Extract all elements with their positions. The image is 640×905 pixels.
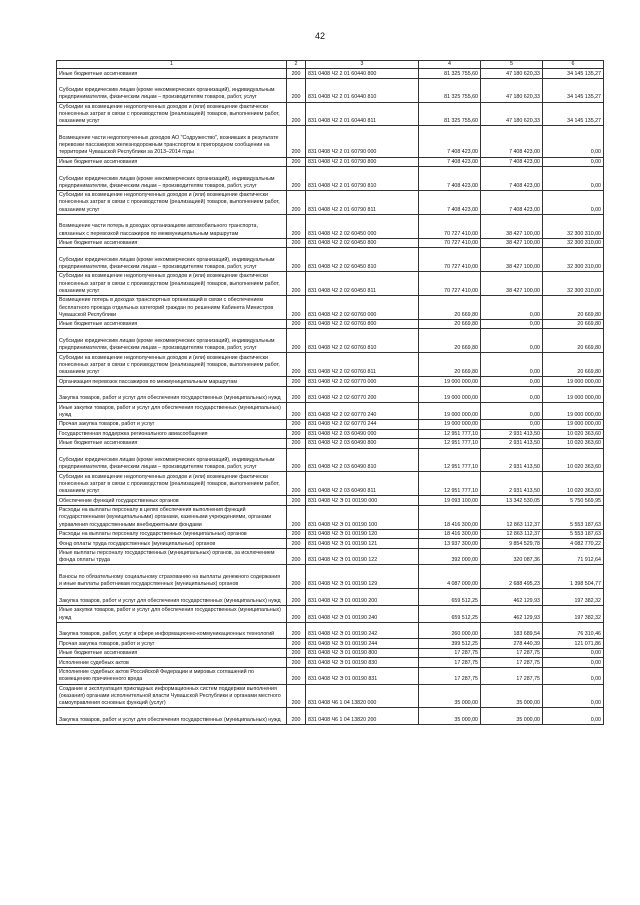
admin-code-cell: 200 — [287, 78, 306, 102]
admin-code-cell: 200 — [287, 386, 306, 403]
classification-code-cell: 831 0408 Ч2 Э 01 00190 244 — [306, 639, 419, 649]
expense-name-cell: Иные бюджетные ассигнования — [57, 69, 287, 79]
table-row — [57, 167, 604, 191]
classification-code-cell: 831 0408 Ч2 Э 01 00190 100 — [306, 505, 419, 529]
expense-name-cell: Субсидии юридическим лицам (кроме некоммерческих организаций), индивидуальным предпринимателям, физическим лицам – производителям товаров, работ, услуг — [57, 448, 287, 472]
approved-amount-cell: 659 512,25 — [419, 606, 481, 623]
classification-code-cell: 831 0408 Ч2 Э 01 00190 200 — [306, 589, 419, 606]
admin-code-cell: 200 — [287, 589, 306, 606]
remaining-amount-cell: 19 000 000,00 — [543, 386, 604, 403]
admin-code-cell: 200 — [287, 69, 306, 79]
table-row — [57, 78, 604, 102]
remaining-amount-cell: 0,00 — [543, 708, 604, 725]
table-row — [57, 386, 604, 403]
approved-amount-cell: 7 408 423,00 — [419, 126, 481, 157]
executed-amount-cell: 183 689,54 — [481, 622, 543, 639]
classification-code-cell: 831 0408 Ч2 Э 01 00190 800 — [306, 648, 419, 658]
remaining-amount-cell: 0,00 — [543, 167, 604, 191]
executed-amount-cell: 0,00 — [481, 319, 543, 329]
table-row — [57, 248, 604, 272]
approved-amount-cell: 70 727 410,00 — [419, 248, 481, 272]
executed-amount-cell: 38 427 100,00 — [481, 238, 543, 248]
classification-code-cell: 831 0408 Ч2 2 02 60450 800 — [306, 238, 419, 248]
executed-amount-cell: 47 180 620,33 — [481, 69, 543, 79]
table-row — [57, 448, 604, 472]
remaining-amount-cell: 197 382,32 — [543, 589, 604, 606]
table-row — [57, 157, 604, 167]
expense-name-cell: Иные закупки товаров, работ и услуг для обеспечения государственных (муниципальных) нужд — [57, 403, 287, 420]
remaining-amount-cell: 10 020 363,60 — [543, 448, 604, 472]
remaining-amount-cell: 0,00 — [543, 190, 604, 214]
admin-code-cell: 200 — [287, 377, 306, 387]
remaining-amount-cell: 10 020 363,60 — [543, 472, 604, 496]
table-row — [57, 472, 604, 496]
approved-amount-cell: 659 512,25 — [419, 589, 481, 606]
classification-code-cell: 831 0408 Ч2 2 02 60760 811 — [306, 353, 419, 377]
approved-amount-cell: 7 408 423,00 — [419, 157, 481, 167]
executed-amount-cell: 12 863 112,37 — [481, 505, 543, 529]
remaining-amount-cell: 34 145 135,27 — [543, 102, 604, 126]
approved-amount-cell: 19 093 100,00 — [419, 496, 481, 506]
approved-amount-cell: 81 325 755,60 — [419, 102, 481, 126]
classification-code-cell: 831 0408 Ч6 1 04 13820 000 — [306, 684, 419, 708]
expense-name-cell: Расходы на выплаты персоналу в целях обеспечения выполнения функций государственными (муниципальными) органами, казенными учреждениями, органами управления государственными внебюджетными фондами — [57, 505, 287, 529]
admin-code-cell: 200 — [287, 496, 306, 506]
approved-amount-cell: 12 951 777,10 — [419, 472, 481, 496]
expense-name-cell: Исполнение судебных актов — [57, 658, 287, 668]
remaining-amount-cell: 5 553 187,63 — [543, 529, 604, 539]
executed-amount-cell: 38 427 100,00 — [481, 214, 543, 238]
remaining-amount-cell: 1 398 504,77 — [543, 565, 604, 589]
executed-amount-cell: 7 408 423,00 — [481, 167, 543, 191]
remaining-amount-cell: 19 000 000,00 — [543, 403, 604, 420]
classification-code-cell: 831 0408 Ч2 2 01 60440 800 — [306, 69, 419, 79]
expense-name-cell: Иные закупки товаров, работ и услуг для обеспечения государственных (муниципальных) нужд — [57, 606, 287, 623]
table-row — [57, 565, 604, 589]
approved-amount-cell: 20 669,80 — [419, 353, 481, 377]
admin-code-cell: 200 — [287, 272, 306, 296]
table-row — [57, 353, 604, 377]
expense-name-cell: Субсидии на возмещение недополученных доходов и (или) возмещение фактически понесенных затрат в связи с производством (реализацией) товаров, выполнением работ, оказанием услуг — [57, 472, 287, 496]
expense-name-cell: Иные бюджетные ассигнования — [57, 238, 287, 248]
remaining-amount-cell: 5 750 569,95 — [543, 496, 604, 506]
executed-amount-cell: 0,00 — [481, 353, 543, 377]
expense-name-cell: Фонд оплаты труда государственных (муниципальных) органов — [57, 539, 287, 549]
classification-code-cell: 831 0408 Ч2 Э 01 00190 242 — [306, 622, 419, 639]
admin-code-cell: 200 — [287, 708, 306, 725]
table-row — [57, 190, 604, 214]
admin-code-cell: 200 — [287, 667, 306, 684]
admin-code-cell: 200 — [287, 565, 306, 589]
classification-code-cell: 831 0408 Ч2 2 02 60450 000 — [306, 214, 419, 238]
expense-name-cell: Субсидии на возмещение недополученных доходов и (или) возмещение фактически понесенных затрат в связи с производством (реализацией) товаров, выполнением работ, оказанием услуг — [57, 190, 287, 214]
remaining-amount-cell: 34 145 135,27 — [543, 69, 604, 79]
header-cell: 6 — [543, 61, 604, 69]
table-row — [57, 658, 604, 668]
executed-amount-cell: 35 000,00 — [481, 708, 543, 725]
classification-code-cell: 831 0408 Ч6 1 04 13820 200 — [306, 708, 419, 725]
admin-code-cell: 200 — [287, 439, 306, 449]
approved-amount-cell: 392 000,00 — [419, 548, 481, 565]
admin-code-cell: 200 — [287, 403, 306, 420]
remaining-amount-cell: 32 300 310,00 — [543, 238, 604, 248]
remaining-amount-cell: 20 669,80 — [543, 329, 604, 353]
header-cell: 2 — [287, 61, 306, 69]
table-row — [57, 429, 604, 439]
remaining-amount-cell: 10 020 363,60 — [543, 429, 604, 439]
approved-amount-cell: 20 669,80 — [419, 319, 481, 329]
table-row — [57, 69, 604, 79]
executed-amount-cell: 2 931 413,50 — [481, 439, 543, 449]
approved-amount-cell: 70 727 410,00 — [419, 214, 481, 238]
remaining-amount-cell: 5 553 187,63 — [543, 505, 604, 529]
table-row — [57, 529, 604, 539]
executed-amount-cell: 2 931 413,50 — [481, 472, 543, 496]
admin-code-cell: 200 — [287, 157, 306, 167]
executed-amount-cell: 0,00 — [481, 377, 543, 387]
expense-name-cell: Закупка товаров, работ и услуг для обеспечения государственных (муниципальных) нужд — [57, 589, 287, 606]
table-row — [57, 319, 604, 329]
expense-name-cell: Субсидии юридическим лицам (кроме некоммерческих организаций), индивидуальным предпринимателям, физическим лицам – производителям товаров, работ, услуг — [57, 329, 287, 353]
classification-code-cell: 831 0408 Ч2 2 02 60760 810 — [306, 329, 419, 353]
approved-amount-cell: 17 287,75 — [419, 667, 481, 684]
remaining-amount-cell: 121 071,86 — [543, 639, 604, 649]
classification-code-cell: 831 0408 Ч2 2 02 60770 244 — [306, 420, 419, 430]
remaining-amount-cell: 20 669,80 — [543, 296, 604, 320]
table-row — [57, 606, 604, 623]
remaining-amount-cell: 34 145 135,27 — [543, 78, 604, 102]
classification-code-cell: 831 0408 Ч2 2 02 60760 000 — [306, 296, 419, 320]
classification-code-cell: 831 0408 Ч2 2 03 60490 811 — [306, 472, 419, 496]
executed-amount-cell: 0,00 — [481, 296, 543, 320]
expense-name-cell: Расходы на выплаты персоналу государственных (муниципальных) органов — [57, 529, 287, 539]
approved-amount-cell: 81 325 755,60 — [419, 69, 481, 79]
table-row — [57, 667, 604, 684]
approved-amount-cell: 20 669,80 — [419, 296, 481, 320]
remaining-amount-cell: 71 912,64 — [543, 548, 604, 565]
executed-amount-cell: 2 688 495,23 — [481, 565, 543, 589]
classification-code-cell: 831 0408 Ч2 2 01 60440 810 — [306, 78, 419, 102]
expense-name-cell: Организация перевозок пассажиров по межмуниципальным маршрутам — [57, 377, 287, 387]
remaining-amount-cell: 76 310,46 — [543, 622, 604, 639]
admin-code-cell: 200 — [287, 167, 306, 191]
remaining-amount-cell: 0,00 — [543, 157, 604, 167]
expense-name-cell: Иные бюджетные ассигнования — [57, 319, 287, 329]
executed-amount-cell: 0,00 — [481, 403, 543, 420]
approved-amount-cell: 13 937 300,00 — [419, 539, 481, 549]
admin-code-cell: 200 — [287, 329, 306, 353]
expense-name-cell: Закупка товаров, работ и услуг для обеспечения государственных (муниципальных) нужд — [57, 708, 287, 725]
admin-code-cell: 200 — [287, 658, 306, 668]
remaining-amount-cell: 0,00 — [543, 658, 604, 668]
table-row — [57, 214, 604, 238]
admin-code-cell: 200 — [287, 214, 306, 238]
table-row — [57, 684, 604, 708]
classification-code-cell: 831 0408 Ч2 Э 01 00190 831 — [306, 667, 419, 684]
table-row — [57, 548, 604, 565]
table-row — [57, 639, 604, 649]
admin-code-cell: 200 — [287, 429, 306, 439]
executed-amount-cell: 0,00 — [481, 386, 543, 403]
approved-amount-cell: 17 287,75 — [419, 648, 481, 658]
executed-amount-cell: 17 287,75 — [481, 667, 543, 684]
table-row — [57, 238, 604, 248]
admin-code-cell: 200 — [287, 472, 306, 496]
executed-amount-cell: 12 863 112,37 — [481, 529, 543, 539]
executed-amount-cell: 320 087,36 — [481, 548, 543, 565]
classification-code-cell: 831 0408 Ч2 2 01 60790 800 — [306, 157, 419, 167]
table-row — [57, 539, 604, 549]
approved-amount-cell: 19 000 000,00 — [419, 386, 481, 403]
remaining-amount-cell: 20 669,80 — [543, 353, 604, 377]
approved-amount-cell: 35 000,00 — [419, 684, 481, 708]
approved-amount-cell: 399 512,25 — [419, 639, 481, 649]
approved-amount-cell: 70 727 410,00 — [419, 272, 481, 296]
table-row — [57, 329, 604, 353]
table-row — [57, 708, 604, 725]
approved-amount-cell: 12 951 777,10 — [419, 448, 481, 472]
classification-code-cell: 831 0408 Ч2 Э 01 00190 240 — [306, 606, 419, 623]
header-cell: 1 — [57, 61, 287, 69]
remaining-amount-cell: 0,00 — [543, 126, 604, 157]
expense-name-cell: Закупка товаров, работ, услуг в сфере информационно-коммуникационных технологий — [57, 622, 287, 639]
executed-amount-cell: 278 440,39 — [481, 639, 543, 649]
admin-code-cell: 200 — [287, 639, 306, 649]
expense-name-cell: Возмещение части недополученных доходов АО "Содружество", возникших в результате перевозки пассажиров железнодорожным транспортом в пригородном сообщении на территории Чувашской Республики за 2013–2014 годы — [57, 126, 287, 157]
expense-name-cell: Прочая закупка товаров, работ и услуг — [57, 420, 287, 430]
classification-code-cell: 831 0408 Ч2 2 02 60450 811 — [306, 272, 419, 296]
table-header-row — [57, 61, 604, 69]
executed-amount-cell: 9 854 529,78 — [481, 539, 543, 549]
expense-name-cell: Иные бюджетные ассигнования — [57, 157, 287, 167]
table-row — [57, 377, 604, 387]
expense-name-cell: Исполнение судебных актов Российской Федерации и мировых соглашений по возмещению причиненного вреда — [57, 667, 287, 684]
approved-amount-cell: 19 000 000,00 — [419, 420, 481, 430]
admin-code-cell: 200 — [287, 529, 306, 539]
classification-code-cell: 831 0408 Ч2 2 03 60490 000 — [306, 429, 419, 439]
table-row — [57, 272, 604, 296]
remaining-amount-cell: 19 000 000,00 — [543, 377, 604, 387]
expense-name-cell: Иные бюджетные ассигнования — [57, 439, 287, 449]
admin-code-cell: 200 — [287, 420, 306, 430]
admin-code-cell: 200 — [287, 238, 306, 248]
admin-code-cell: 200 — [287, 190, 306, 214]
remaining-amount-cell: 19 000 000,00 — [543, 420, 604, 430]
admin-code-cell: 200 — [287, 319, 306, 329]
table-row — [57, 439, 604, 449]
remaining-amount-cell: 32 300 310,00 — [543, 248, 604, 272]
executed-amount-cell: 0,00 — [481, 329, 543, 353]
table-row — [57, 403, 604, 420]
expense-name-cell: Возмещение потерь в доходах транспортных организаций в связи с обеспечением бесплатного проезда отдельных категорий граждан по решениям Кабинета Министров Чувашской Республики — [57, 296, 287, 320]
executed-amount-cell: 47 180 620,33 — [481, 78, 543, 102]
executed-amount-cell: 0,00 — [481, 420, 543, 430]
classification-code-cell: 831 0408 Ч2 2 03 60490 800 — [306, 439, 419, 449]
executed-amount-cell: 7 408 423,00 — [481, 190, 543, 214]
classification-code-cell: 831 0408 Ч2 2 03 60490 810 — [306, 448, 419, 472]
approved-amount-cell: 70 727 410,00 — [419, 238, 481, 248]
approved-amount-cell: 20 669,80 — [419, 329, 481, 353]
classification-code-cell: 831 0408 Ч2 2 01 60440 811 — [306, 102, 419, 126]
classification-code-cell: 831 0408 Ч2 2 02 60770 200 — [306, 386, 419, 403]
remaining-amount-cell: 197 382,32 — [543, 606, 604, 623]
executed-amount-cell: 462 129,93 — [481, 589, 543, 606]
header-cell: 5 — [481, 61, 543, 69]
executed-amount-cell: 462 129,93 — [481, 606, 543, 623]
classification-code-cell: 831 0408 Ч2 2 02 60770 240 — [306, 403, 419, 420]
admin-code-cell: 200 — [287, 448, 306, 472]
executed-amount-cell: 17 287,75 — [481, 648, 543, 658]
table-row — [57, 420, 604, 430]
approved-amount-cell: 18 416 300,00 — [419, 529, 481, 539]
table-row — [57, 589, 604, 606]
classification-code-cell: 831 0408 Ч2 Э 01 00190 830 — [306, 658, 419, 668]
executed-amount-cell: 2 931 413,50 — [481, 429, 543, 439]
approved-amount-cell: 12 951 777,10 — [419, 439, 481, 449]
classification-code-cell: 831 0408 Ч2 Э 01 00190 122 — [306, 548, 419, 565]
approved-amount-cell: 18 416 300,00 — [419, 505, 481, 529]
expense-name-cell: Субсидии на возмещение недополученных доходов и (или) возмещение фактически понесенных затрат в связи с производством (реализацией) товаров, выполнением работ, оказанием услуг — [57, 272, 287, 296]
approved-amount-cell: 7 408 423,00 — [419, 190, 481, 214]
admin-code-cell: 200 — [287, 622, 306, 639]
table-row — [57, 648, 604, 658]
expense-name-cell: Взносы по обязательному социальному страхованию на выплаты денежного содержания и иные выплаты работникам государственных (муниципальных) органов — [57, 565, 287, 589]
expense-name-cell: Субсидии юридическим лицам (кроме некоммерческих организаций), индивидуальным предпринимателям, физическим лицам – производителям товаров, работ, услуг — [57, 167, 287, 191]
executed-amount-cell: 13 342 530,05 — [481, 496, 543, 506]
classification-code-cell: 831 0408 Ч2 Э 01 00190 000 — [306, 496, 419, 506]
executed-amount-cell: 7 408 423,00 — [481, 157, 543, 167]
admin-code-cell: 200 — [287, 505, 306, 529]
expense-name-cell: Прочая закупка товаров, работ и услуг — [57, 639, 287, 649]
classification-code-cell: 831 0408 Ч2 Э 01 00190 120 — [306, 529, 419, 539]
remaining-amount-cell: 4 082 770,22 — [543, 539, 604, 549]
executed-amount-cell: 38 427 100,00 — [481, 248, 543, 272]
executed-amount-cell: 38 427 100,00 — [481, 272, 543, 296]
table-row — [57, 126, 604, 157]
remaining-amount-cell: 20 669,80 — [543, 319, 604, 329]
classification-code-cell: 831 0408 Ч2 Э 01 00190 121 — [306, 539, 419, 549]
expense-name-cell: Обеспечение функций государственных органов — [57, 496, 287, 506]
budget-table — [56, 60, 604, 725]
table-row — [57, 296, 604, 320]
approved-amount-cell: 19 000 000,00 — [419, 377, 481, 387]
expense-name-cell: Возмещение части потерь в доходах организациям автомобильного транспорта, связанных с перевозкой пассажиров по межмуниципальным маршрутам — [57, 214, 287, 238]
approved-amount-cell: 12 951 777,10 — [419, 429, 481, 439]
classification-code-cell: 831 0408 Ч2 2 01 60790 811 — [306, 190, 419, 214]
approved-amount-cell: 17 287,75 — [419, 658, 481, 668]
classification-code-cell: 831 0408 Ч2 Э 01 00190 129 — [306, 565, 419, 589]
admin-code-cell: 200 — [287, 648, 306, 658]
expense-name-cell: Субсидии юридическим лицам (кроме некоммерческих организаций), индивидуальным предпринимателям, физическим лицам – производителям товаров, работ, услуг — [57, 248, 287, 272]
remaining-amount-cell: 32 300 310,00 — [543, 272, 604, 296]
executed-amount-cell: 35 000,00 — [481, 684, 543, 708]
classification-code-cell: 831 0408 Ч2 2 01 60790 000 — [306, 126, 419, 157]
approved-amount-cell: 81 325 755,60 — [419, 78, 481, 102]
admin-code-cell: 200 — [287, 548, 306, 565]
approved-amount-cell: 35 000,00 — [419, 708, 481, 725]
table-row — [57, 496, 604, 506]
approved-amount-cell: 260 000,00 — [419, 622, 481, 639]
approved-amount-cell: 7 408 423,00 — [419, 167, 481, 191]
admin-code-cell: 200 — [287, 539, 306, 549]
expense-name-cell: Иные выплаты персоналу государственных (муниципальных) органов, за исключением фонда оплаты труда — [57, 548, 287, 565]
admin-code-cell: 200 — [287, 296, 306, 320]
expense-name-cell: Государственная поддержка регионального авиасообщения — [57, 429, 287, 439]
admin-code-cell: 200 — [287, 606, 306, 623]
admin-code-cell: 200 — [287, 353, 306, 377]
page-number: 42 — [314, 31, 325, 41]
admin-code-cell: 200 — [287, 684, 306, 708]
table-row — [57, 622, 604, 639]
expense-name-cell: Субсидии юридическим лицам (кроме некоммерческих организаций), индивидуальным предпринимателям, физическим лицам – производителям товаров, работ, услуг — [57, 78, 287, 102]
classification-code-cell: 831 0408 Ч2 2 02 60770 000 — [306, 377, 419, 387]
table-row — [57, 102, 604, 126]
expense-name-cell: Создание и эксплуатация прикладных информационных систем поддержки выполнения (оказания) органами исполнительной власти Чувашской Республики и органами местного самоуправления основных функций (услуг) — [57, 684, 287, 708]
approved-amount-cell: 19 000 000,00 — [419, 403, 481, 420]
remaining-amount-cell: 32 300 310,00 — [543, 214, 604, 238]
admin-code-cell: 200 — [287, 102, 306, 126]
admin-code-cell: 200 — [287, 126, 306, 157]
expense-name-cell: Закупка товаров, работ и услуг для обеспечения государственных (муниципальных) нужд — [57, 386, 287, 403]
classification-code-cell: 831 0408 Ч2 2 02 60760 800 — [306, 319, 419, 329]
admin-code-cell: 200 — [287, 248, 306, 272]
expense-name-cell: Иные бюджетные ассигнования — [57, 648, 287, 658]
table-row — [57, 505, 604, 529]
executed-amount-cell: 7 408 423,00 — [481, 126, 543, 157]
classification-code-cell: 831 0408 Ч2 2 02 60450 810 — [306, 248, 419, 272]
classification-code-cell: 831 0408 Ч2 2 01 60790 810 — [306, 167, 419, 191]
approved-amount-cell: 4 087 000,00 — [419, 565, 481, 589]
executed-amount-cell: 17 287,75 — [481, 658, 543, 668]
remaining-amount-cell: 0,00 — [543, 684, 604, 708]
executed-amount-cell: 2 931 413,50 — [481, 448, 543, 472]
remaining-amount-cell: 10 020 363,60 — [543, 439, 604, 449]
header-cell: 4 — [419, 61, 481, 69]
header-cell: 3 — [306, 61, 419, 69]
expense-name-cell: Субсидии на возмещение недополученных доходов и (или) возмещение фактически понесенных затрат в связи с производством (реализацией) товаров, выполнением работ, оказанием услуг — [57, 102, 287, 126]
executed-amount-cell: 47 180 620,33 — [481, 102, 543, 126]
remaining-amount-cell: 0,00 — [543, 648, 604, 658]
expense-name-cell: Субсидии на возмещение недополученных доходов и (или) возмещение фактически понесенных затрат в связи с производством (реализацией) товаров, выполнением работ, оказанием услуг — [57, 353, 287, 377]
remaining-amount-cell: 0,00 — [543, 667, 604, 684]
